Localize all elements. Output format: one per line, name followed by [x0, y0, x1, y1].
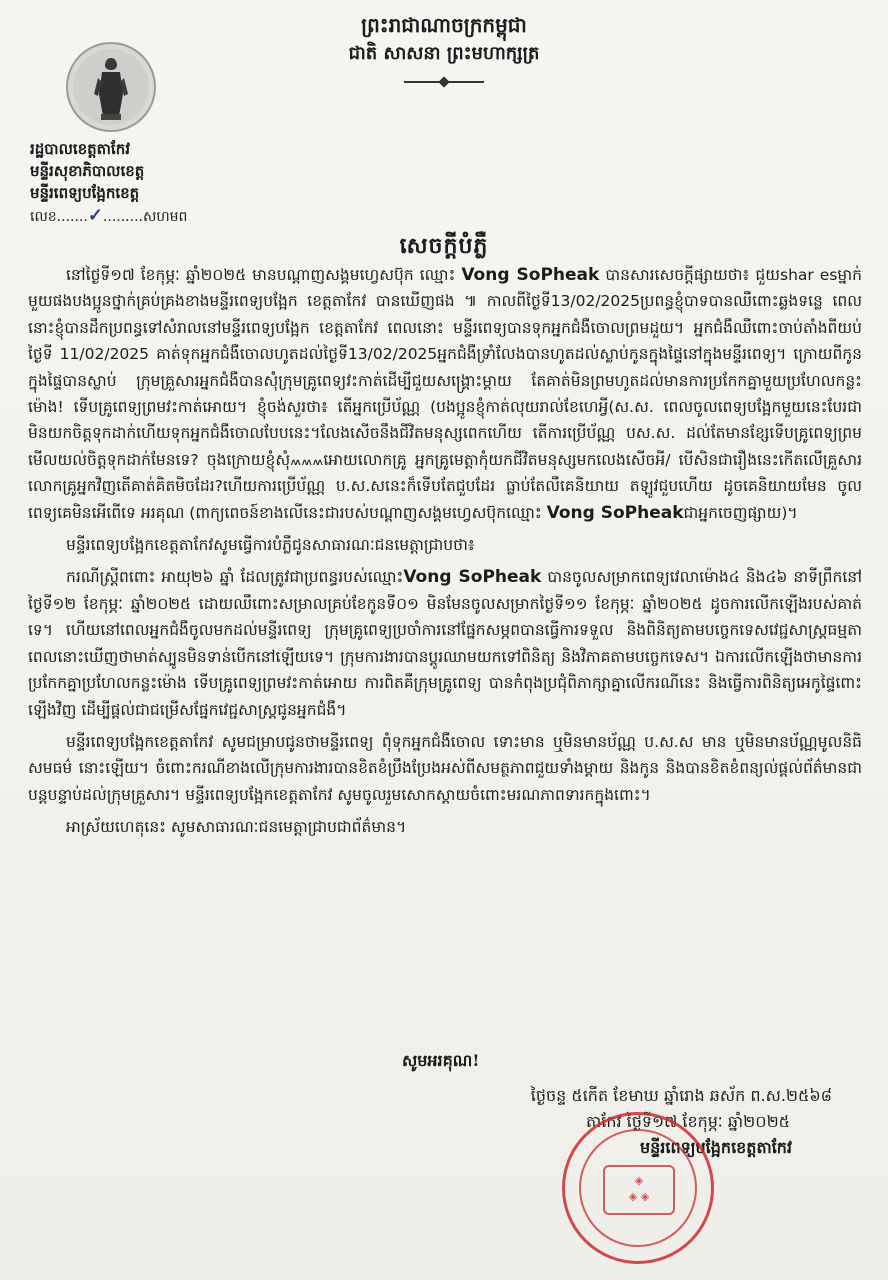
solar-date: តាកែវ ថ្ងៃទី១៧ ខែកុម្ភៈ ឆ្នាំ២០២៥	[586, 1112, 790, 1131]
stamp-inner: ◈ ◈ ◈	[603, 1165, 675, 1215]
paragraph-1	[28, 262, 862, 526]
ministry-line-hospital: មន្ទីរពេទ្យបង្អែកខេត្ត	[30, 184, 140, 202]
p3-text-a: ករណីស្ត្រីពពោះ អាយុ២៦ ឆ្នាំ ដែលត្រូវជាប្រពន្ធរបស់ឈ្មោះ	[66, 568, 404, 587]
lunar-date: ថ្ងៃចន្ទ ៥កើត ខែមាឃ ឆ្នាំរោង ឆស័ក ព.ស.២៥៦៨	[530, 1086, 832, 1105]
kingdom-motto: ជាតិ សាសនា ព្រះមហាក្សត្រ	[348, 43, 540, 64]
p1-text-b: បានសារសេចក្តីផ្សាយថា៖ ជួយshar esម្នាក់មួយផងបងប្អូនថ្នាក់គ្រប់គ្រងខាងមន្ទីរពេទ្យបង្អែក ខេត្តតាកែវ បានឃើញផង ៕ កាលពីថ្ងៃទី13/02/2025ប្រពន្ធខ្ញុំបាទបានឈឺពោះឆ្លងទន្លេ ពេលនោះខ្ញុំបានដឹកប្រពន្ធទៅសំរាលនៅមន្ទីរពេទ្យបង្អែក ខេត្តតាកែវ ពេលនោះ មន្ទីរពេទ្យបានទុកអ្នកជំងឺចោលព្រមដួយ។ អ្នកជំងឺឈឺពោះចាប់តាំងពីយប់ថ្ងៃទី 11/02/2025 គាត់ទុកអ្នកជំងឺចោលហូតដល់ថ្ងៃទី13/02/2025អ្នកជំងឺទ្រាំលែងបានហូតដល់ស្លាប់កូនក្នុងផ្ទៃនៅក្នុងមន្ទីរពេទ្យ។ ក្រោយពីកូនក្នុងផ្ទៃបានស្លាប់ ក្រុមគ្រួសារអ្នកជំងឺបានសុំក្រុមគ្រូពេទ្យវះកាត់ដើម្បីជួយសង្គ្រោះម្តាយ តែគាត់មិនព្រមហូតដល់មានការប្រកែកគ្នាមួយប្រហែលកន្លះម៉ោង! ទើបគ្រូពេទ្យព្រមវះកាត់អោយ។ ខ្ញុំចង់សួរថា៖ តើអ្នកប្រើប័ណ្ណ (បងប្អូនខ្ញុំកាត់លុយរាល់ខែហេអ្វី(ស.ស. ពេលចូលពេទ្យបង្អែកមួយនេះបែរជាមិនយកចិត្តទុកដាក់ហើយទុកអ្នកជំងឺចោលបែបនេះ។លែងសើចនឹងជីវិតមនុស្សពេកហើយ តើការប្រើប័ណ្ណ បស.ស. ដល់តែមានខ្សែទើបគ្រូពេទ្យព្រមមើលយល់ចិត្តទុកដាក់មែនទេ? ចុងក្រោយខ្ញុំសុំ៳៳៳អោយលោកគ្រូ អ្នកគ្រូមេត្តាកុំយកជីវិតមនុស្សមកលេងសើចអី/ បើសិនជារឿងនេះកើតលើគ្រួសារលោកគ្រូអ្នកវិញតើគាត់គិតមិចដែរ?ហើយការប្រើប័ណ្ណ ប.ស.សនេះក៏ទើបតែជួបដែរ ធ្លាប់តែលឺគេនិយាយ តឡូវជួបហើយ ដូចគេនិយាយមែន ចូលពេទ្យគេមិនអើពើទេ អរគុណ (ពាក្យពេចន៍ខាងលើនេះជារបស់បណ្តាញសង្គមហ្វេសប៊ុកឈ្មោះ	[28, 266, 862, 522]
ministry-line-health-dept: មន្ទីរសុខាភិបាលខេត្ត	[30, 162, 145, 180]
ornament-divider	[404, 78, 484, 86]
ministry-block	[30, 138, 250, 204]
ministry-line-province: រដ្ឋបាលខេត្តតាកែវ	[30, 140, 130, 158]
p1-name: Vong SoPheak	[461, 265, 600, 285]
ref-prefix: លេខ	[30, 209, 57, 225]
signatory: មន្ទីរពេទ្យបង្អែកខេត្តតាកែវ	[639, 1138, 792, 1157]
document-title: សេចក្តីបំភ្លឺ	[399, 233, 489, 259]
reference-number: លេខ.......✓.........សហមព	[30, 205, 188, 226]
official-stamp	[562, 1112, 714, 1264]
p3-text-b: បានចូលសម្រាកពេទ្យវេលាម៉ោង៤ និង៤៦ នាទីព្រឹកនៅថ្ងៃទី១២ ខែកុម្ភៈ ឆ្នាំ២០២៥ ដោយឈឺពោះសម្រាលគ្រប់ខែកូនទី០១ មិនមែនចូលសម្រាកថ្ងៃទី១១ ខែកុម្ភៈ ឆ្នាំ២០២៥ ដូចការលើកឡើងរបស់គាត់ទេ។ ហើយនៅពេលអ្នកជំងឺចូលមកដល់មន្ទីរពេទ្យ ក្រុមគ្រូពេទ្យប្រចាំការនៅផ្នែកសម្ភពបានធ្វើការទទួល និងពិនិត្យតាមបច្ចេកទេសវេជ្ជសាស្ត្រធម្មតា ពេលនោះឃើញថាមាត់ស្បូនមិនទាន់បើកនៅឡើយទេ។ ក្រុមការងារបានប្តូរឈាមយកទៅពិនិត្យ និងវិភាគតាមបច្ចេកទេស។ ឯការលើកឡើងថាមានការប្រកែកគ្នាប្រហែលកន្លះម៉ោង ទើបគ្រូពេទ្យព្រមវះកាត់អោយ ការពិតគឺក្រុមគ្រូពេទ្យ បានកំពុងប្រជុំពិភាក្សាគ្នាលើករណីនេះ និងធ្វើការពិនិត្យអេកូផ្ទៃពោះឡើងវិញ ដើម្បីផ្តល់ជាជម្រើសផ្នែកវេជ្ជសាស្ត្រជូនអ្នកជំងឺ។	[28, 568, 863, 719]
document-body	[28, 262, 862, 847]
p3-name: Vong SoPheak	[403, 567, 542, 588]
check-mark-icon: ✓	[87, 205, 103, 226]
p1-name-2: Vong SoPheak	[546, 502, 684, 523]
p1-text-a: នៅថ្ងៃទី១៧ ខែកុម្ភៈ ឆ្នាំ២០២៥ មានបណ្តាញសង្គមហ្វេសប៊ុក ឈ្មោះ	[66, 266, 456, 284]
paragraph-3	[28, 564, 862, 722]
paragraph-2: មន្ទីរពេទ្យបង្អែកខេត្តតាកែវសូមធ្វើការបំភ្លឺជូនសាធារណៈជនមេត្តាជ្រាបថា៖	[66, 536, 475, 555]
closing-thanks: សូមអរគុណ!	[402, 1051, 480, 1070]
statue-emblem-icon	[68, 44, 154, 130]
kingdom-title: ព្រះរាជាណាចក្រកម្ពុជា	[361, 13, 527, 37]
ministry-emblem	[66, 42, 156, 132]
paragraph-5: អាស្រ័យហេតុនេះ សូមសាធារណៈជនមេត្តាជ្រាបជាព័ត៌មាន។	[66, 818, 407, 837]
ref-suffix: សហមព	[142, 209, 188, 225]
paragraph-4: មន្ទីរពេទ្យបង្អែកខេត្តតាកែវ សូមជម្រាបជូនថាមន្ទីរពេទ្យ ពុំទុកអ្នកជំងឺចោល ទោះមាន ឬមិនមានប័ណ្ណ ប.ស.ស មាន ឬមិនមានប័ណ្ណមូលនិធិសមធម៌ នោះឡើយ។ ចំពោះករណីខាងលើក្រុមការងារបានខិតខំប្រឹងប្រែងអស់ពីសមត្ថភាពជួយទាំងម្តាយ និងកូន និងបានខិតខំពន្យល់ផ្តល់ព័ត៌មានជាបន្តបន្ទាប់ដល់ក្រុមគ្រួសារ។ មន្ទីរពេទ្យបង្អែកខេត្តតាកែវ សូមចូលរួមសោកស្តាយចំពោះមរណភាពទារកក្នុងពោះ។	[28, 732, 862, 804]
p1-text-c: ជាអ្នកចេញផ្សាយ)។	[683, 503, 798, 522]
